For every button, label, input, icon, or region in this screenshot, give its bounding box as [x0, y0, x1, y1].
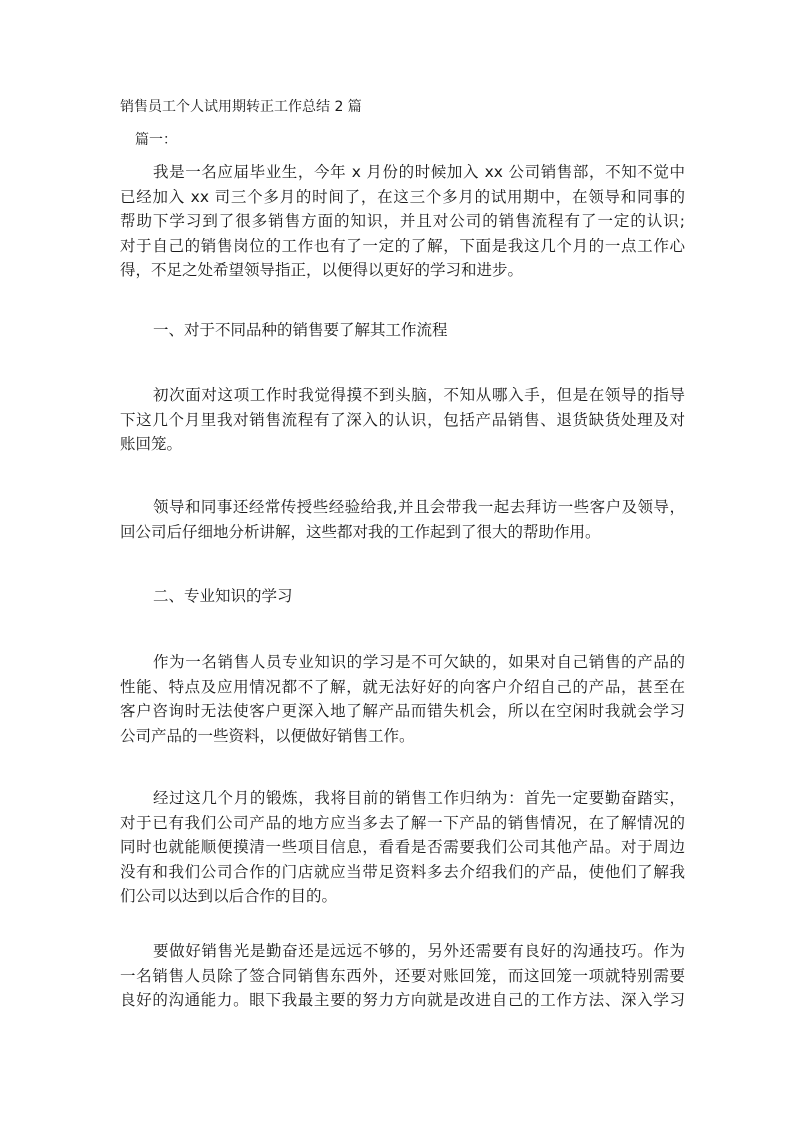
paragraph-line: 对于已有我们公司产品的地方应当多去了解一下产品的销售情况，在了解情况的 — [120, 813, 685, 832]
paragraph-mentors — [120, 495, 685, 544]
paragraph-line: 得，不足之处希望领导指正，以便得以更好的学习和进步。 — [120, 261, 524, 279]
paragraph-summary — [120, 786, 685, 909]
paragraph-line: 同时也就能顺便摸清一些项目信息，看看是否需要我们公司其他产品。对于周边 — [120, 838, 685, 856]
part-label: 篇一： — [135, 132, 177, 148]
paragraph-line: 良好的沟通能力。眼下我最主要的努力方向就是改进自己的工作方法、深入学习 — [120, 991, 685, 1009]
paragraph-line: 作为一名销售人员专业知识的学习是不可欠缺的，如果对自己销售的产品的 — [153, 653, 685, 671]
paragraph-line: 初次面对这项工作时我觉得摸不到头脑，不知从哪入手，但是在领导的指导 — [153, 386, 685, 404]
paragraph-line: 要做好销售光是勤奋还是远远不够的，另外还需要有良好的沟通技巧。作为 — [153, 942, 685, 960]
paragraph-line: 帮助下学习到了很多销售方面的知识，并且对公司的销售流程有了一定的认识; — [120, 212, 685, 230]
paragraph-line: 一名销售人员除了签合同销售东西外，还要对账回笼，而这回笼一项就特别需要 — [120, 966, 685, 985]
section-heading-1: 一、对于不同品种的销售要了解其工作流程 — [153, 321, 448, 339]
paragraph-intro — [120, 160, 685, 283]
paragraph-line: 我是一名应届毕业生，今年 x 月份的时候加入 xx 公司销售部，不知不觉中 — [153, 163, 685, 181]
paragraph-line: 领导和同事还经常传授些经验给我,并且会带我一起去拜访一些客户及领导， — [153, 498, 685, 516]
paragraph-line: 公司产品的一些资料，以便做好销售工作。 — [120, 726, 415, 745]
paragraph-line: 没有和我们公司合作的门店就应当带足资料多去介绍我们的产品，使他们了解我 — [120, 862, 685, 881]
paragraph-line: 已经加入 xx 司三个多月的时间了，在这三个多月的试用期中，在领导和同事的 — [120, 187, 685, 206]
paragraph-line: 对于自己的销售岗位的工作也有了一定的了解，下面是我这几个月的一点工作心 — [120, 236, 685, 255]
paragraph-line: 性能、特点及应用情况都不了解，就无法好好的向客户介绍自己的产品，甚至在 — [120, 677, 685, 696]
section-heading-2: 二、专业知识的学习 — [153, 587, 293, 605]
paragraph-line: 账回笼。 — [120, 435, 183, 453]
document-title: 销售员工个人试用期转正工作总结 2 篇 — [120, 99, 362, 115]
paragraph-line: 下这几个月里我对销售流程有了深入的认识，包括产品销售、退货缺货处理及对 — [120, 410, 685, 429]
paragraph-line: 回公司后仔细地分析讲解，这些都对我的工作起到了很大的帮助作用。 — [120, 522, 601, 541]
paragraph-communication — [120, 939, 685, 1013]
paragraph-knowledge — [120, 650, 685, 748]
paragraph-line: 们公司以达到以后合作的目的。 — [120, 887, 338, 905]
paragraph-line: 经过这几个月的锻炼，我将目前的销售工作归纳为：首先一定要勤奋踏实， — [153, 789, 685, 807]
paragraph-line: 客户咨询时无法使客户更深入地了解产品而错失机会，所以在空闲时我就会学习 — [120, 702, 685, 720]
paragraph-workflow — [120, 383, 685, 457]
